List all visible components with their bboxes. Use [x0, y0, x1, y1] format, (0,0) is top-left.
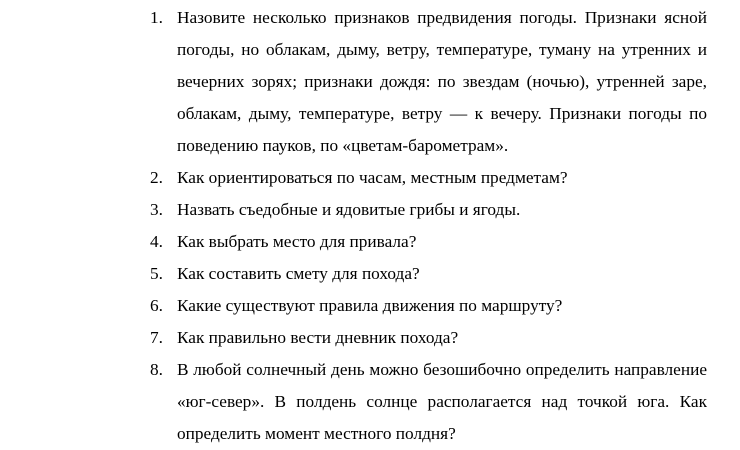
- list-item-number: 1.: [150, 8, 163, 27]
- list-item: [150, 2, 707, 162]
- list-item-number: 3.: [150, 200, 163, 219]
- list-item: [150, 354, 707, 450]
- list-item: [150, 194, 707, 226]
- list-item: [150, 290, 707, 322]
- list-item-text: Какие существуют правила движения по маршруту?: [177, 296, 563, 315]
- list-item-number: 2.: [150, 168, 163, 187]
- list-item-number: 8.: [150, 360, 163, 379]
- list-item-text: В любой солнечный день можно безошибочно определить направление «юг-север». В полдень солнце располагается над точкой юга. Как определить момент местного полдня?: [177, 360, 707, 443]
- list-item: [150, 226, 707, 258]
- list-item-text: Как ориентироваться по часам, местным предметам?: [177, 168, 568, 187]
- list-item-text: Как выбрать место для привала?: [177, 232, 417, 251]
- list-item-number: 6.: [150, 296, 163, 315]
- list-item-number: 4.: [150, 232, 163, 251]
- list-item-text: Назвать съедобные и ядовитые грибы и ягоды.: [177, 200, 521, 219]
- list-item-number: 7.: [150, 328, 163, 347]
- list-item: [150, 322, 707, 354]
- list-item-text: Как правильно вести дневник похода?: [177, 328, 459, 347]
- question-list: [150, 2, 707, 450]
- list-item-number: 5.: [150, 264, 163, 283]
- list-item-text: Как составить смету для похода?: [177, 264, 420, 283]
- list-item: [150, 162, 707, 194]
- list-item-text: Назовите несколько признаков предвидения погоды. Признаки ясной погоды, но облакам, дыму, ветру, температуре, туману на утренних и вечерних зорях; признаки дождя: по звездам (ночью), утренней заре, облакам, дыму, температуре, ветру — к вечеру. Признаки погоды по поведению пауков, по «цветам-барометрам».: [177, 8, 707, 155]
- list-item: [150, 258, 707, 290]
